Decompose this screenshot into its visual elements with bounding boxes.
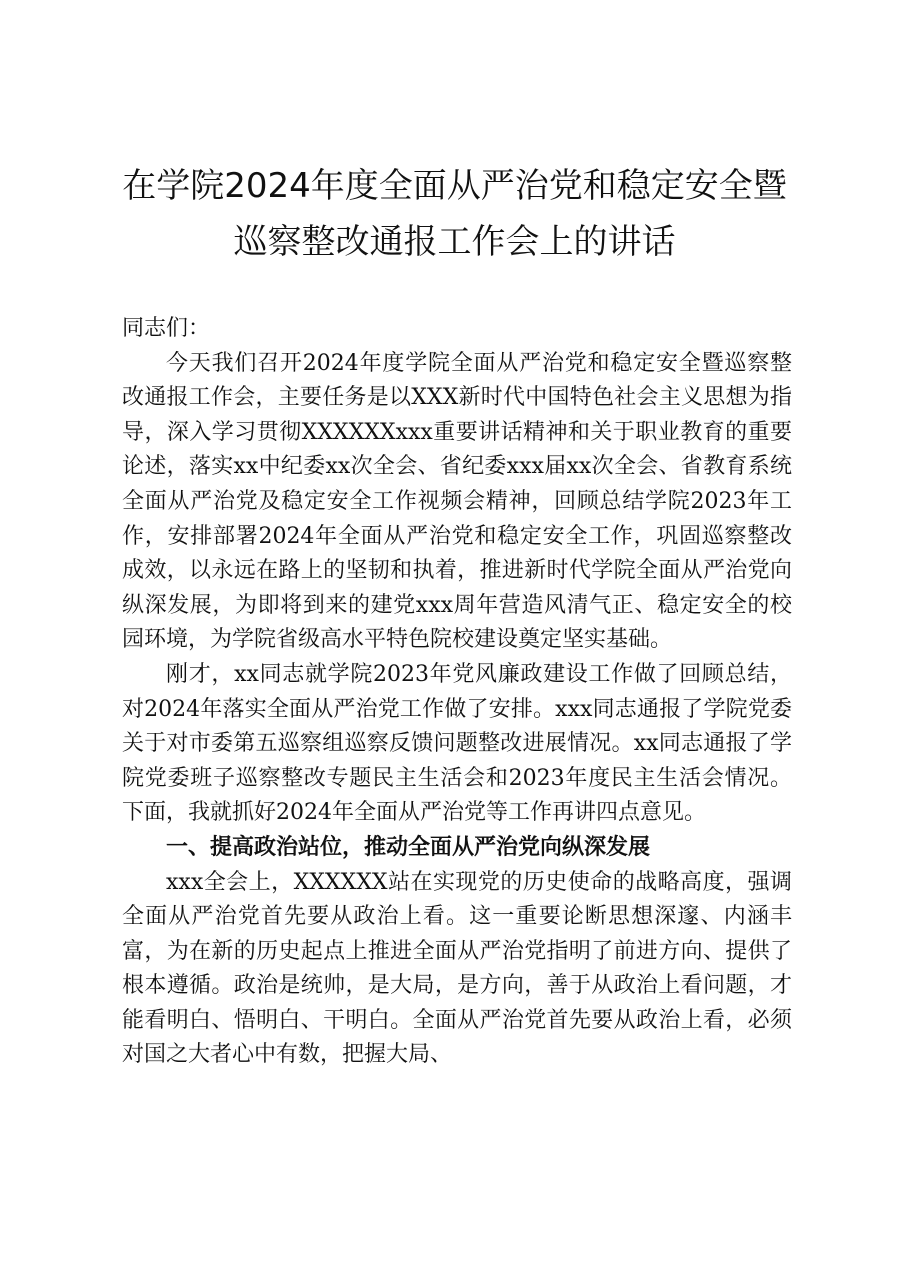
document-title [60, 158, 849, 270]
salutation: 同志们： [122, 316, 211, 341]
title-line-2: 巡察整改通报工作会上的讲话 [233, 222, 676, 262]
paragraph-opening: 今天我们召开2024年度学院全面从严治党和稳定安全暨巡察整改通报工作会，主要任务是以XXX新时代中国特色社会主义思想为指导，深入学习贯彻XXXXXXxxx重要讲话精神和关于职业教育的重要论述，落实xx中纪委xx次全会、省纪委xxx届xx次全会、省教育系统全面从严治党及稳定安全工作视频会精神，回顾总结学院2023年工作，安排部署2024年全面从严治党和稳定安全工作，巩固巡察整改成效，以永远在路上的坚韧和执着，推进新时代学院全面从严治党向纵深发展，为即将到来的建党xxx周年营造风清气正、稳定安全的校园环境，为学院省级高水平特色院校建设奠定坚实基础。 [122, 350, 792, 653]
paragraph-section-1: xxx全会上，XXXXXX站在实现党的历史使命的战略高度，强调全面从严治党首先要从政治上看。这一重要论断思想深邃、内涵丰富，为在新的历史起点上推进全面从严治党指明了前进方向、提供了根本遵循。政治是统帅，是大局，是方向，善于从政治上看问题，才能看明白、悟明白、干明白。全面从严治党首先要从政治上看，必须对国之大者心中有数，把握大局、 [122, 869, 792, 1068]
section-heading-1: 一、提高政治站位，推动全面从严治党向纵深发展 [166, 834, 651, 860]
paragraph-review: 刚才，xx同志就学院2023年党风廉政建设工作做了回顾总结，对2024年落实全面从严治党工作做了安排。xxx同志通报了学院党委关于对市委第五巡察组巡察反馈问题整改进展情况。xx同志通报了学院党委班子巡察整改专题民主生活会和2023年度民主生活会情况。下面，我就抓好2024年全面从严治党等工作再讲四点意见。 [122, 661, 792, 826]
document-body [122, 312, 792, 1073]
title-line-1: 在学院2024年度全面从严治党和稳定安全暨 [122, 166, 787, 206]
